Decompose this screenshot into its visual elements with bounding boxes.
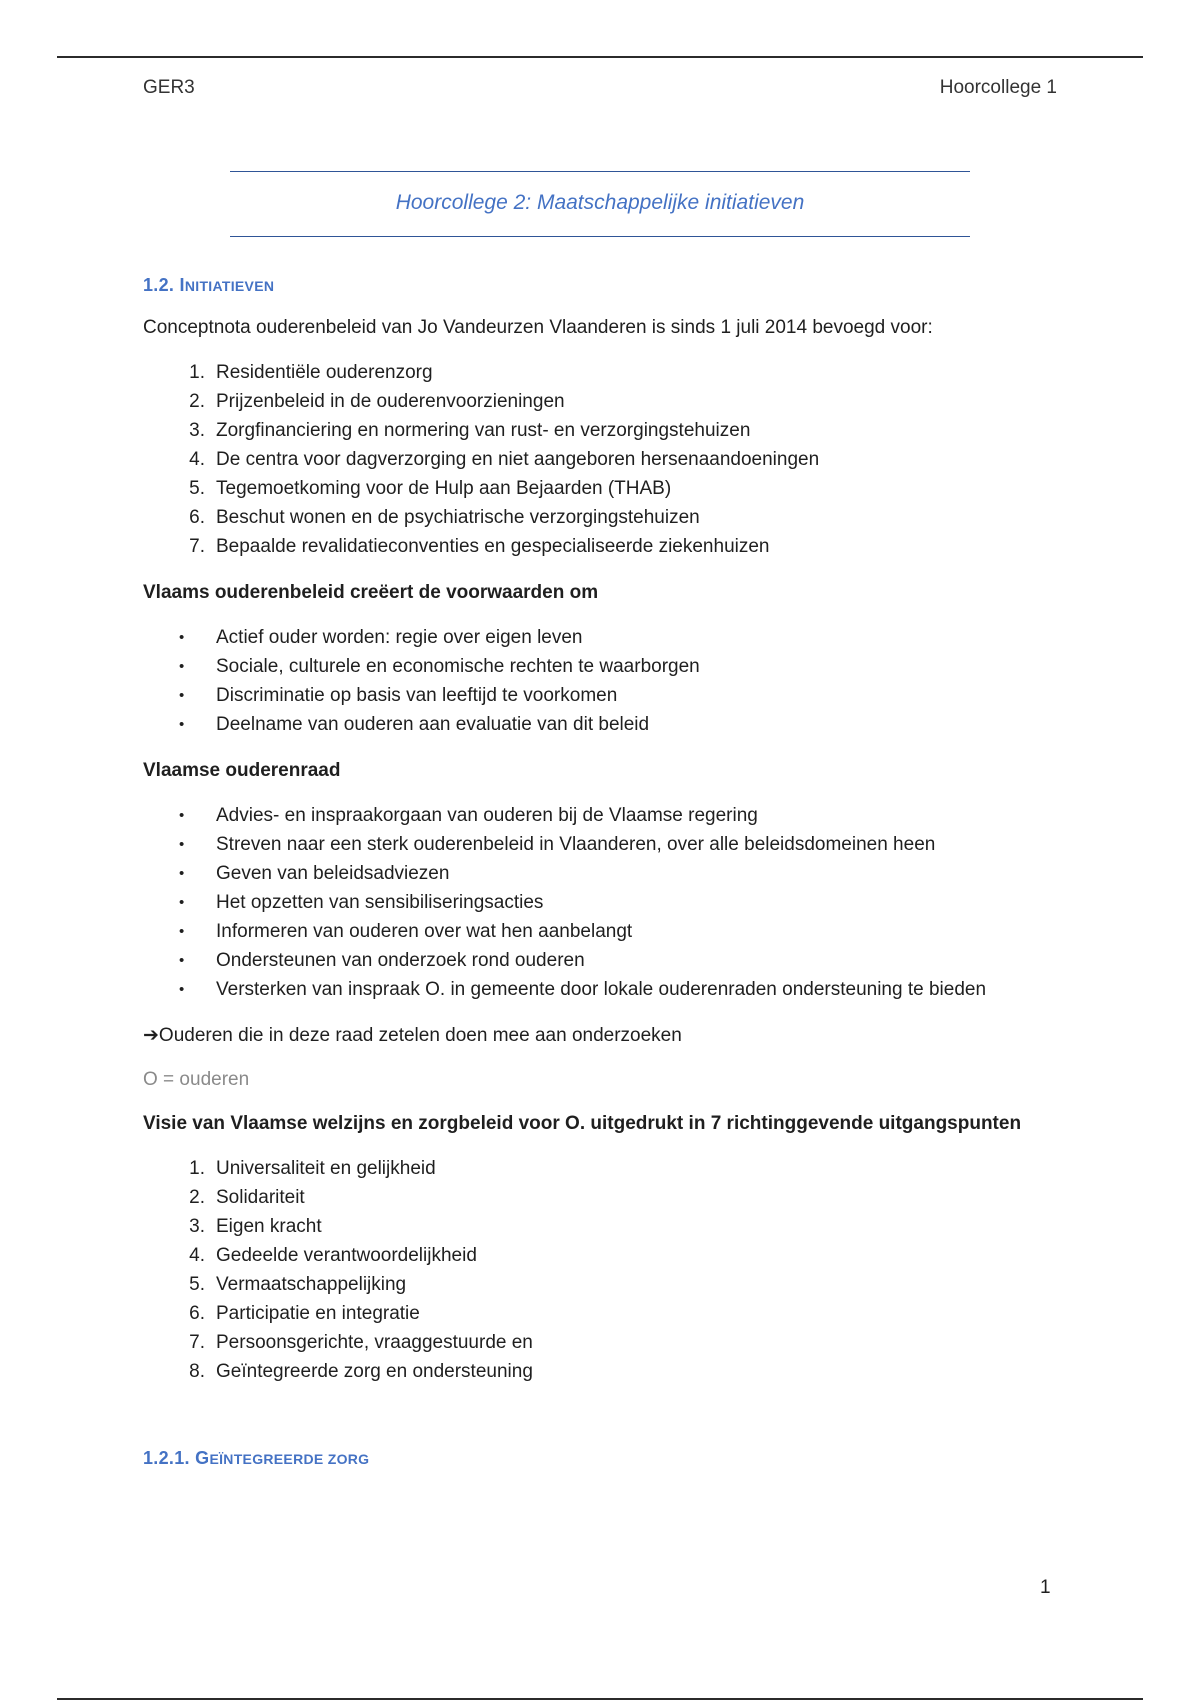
document-title: Hoorcollege 2: Maatschappelijke initiatieven: [230, 171, 970, 237]
list-item: • Geven van beleidsadviezen: [143, 859, 1057, 888]
section-title-rest: NITIATIEVEN: [184, 278, 275, 294]
list-item: 3. Zorgfinanciering en normering van rust- en verzorgingstehuizen: [189, 420, 751, 441]
list-item: 5. Tegemoetkoming voor de Hulp aan Bejaarden (THAB): [189, 478, 672, 499]
list-item: • Ondersteunen van onderzoek rond ouderen: [143, 946, 1057, 975]
arrow-right-icon: ➔: [143, 1025, 159, 1046]
list-item: 7. Persoonsgerichte, vraaggestuurde en: [189, 1332, 533, 1353]
page-number: 1: [1040, 1577, 1051, 1598]
list-item: 6. Participatie en integratie: [189, 1303, 420, 1324]
bullet-icon: •: [179, 658, 185, 675]
bullet-icon: •: [179, 836, 185, 853]
list-item: 6. Beschut wonen en de psychiatrische verzorgingstehuizen: [189, 507, 700, 528]
section-number: 1.2.: [143, 275, 175, 295]
bullet-icon: •: [179, 981, 185, 998]
bullet-icon: •: [179, 716, 185, 733]
list-item: 8. Geïntegreerde zorg en ondersteuning: [189, 1361, 533, 1382]
arrow-note-text: Ouderen die in deze raad zetelen doen mee aan onderzoeken: [158, 1025, 682, 1046]
list-item: 1. Residentiële ouderenzorg: [189, 362, 433, 383]
list-item: 7. Bepaalde revalidatieconventies en gespecialiseerde ziekenhuizen: [189, 536, 770, 557]
bullet-icon: •: [179, 629, 185, 646]
competence-list: [143, 358, 1057, 561]
vision-principles-list: [143, 1154, 1057, 1386]
header-course-code: GER3: [143, 77, 195, 98]
intro-paragraph: Conceptnota ouderenbeleid van Jo Vandeurzen Vlaanderen is sinds 1 juli 2014 bevoegd voor:: [143, 317, 933, 338]
list-item: 4. De centra voor dagverzorging en niet aangeboren hersenaandoeningen: [189, 449, 820, 470]
subsection-first-letter: G: [195, 1448, 210, 1468]
list-item: • Actief ouder worden: regie over eigen leven: [143, 623, 1057, 652]
bullet-icon: •: [179, 865, 185, 882]
list-item: • Informeren van ouderen over wat hen aanbelangt: [143, 917, 1057, 946]
arrow-note: [143, 1024, 1057, 1048]
section-first-letter: I: [179, 275, 185, 295]
bullet-icon: •: [179, 807, 185, 824]
policy-conditions-heading: Vlaams ouderenbeleid creëert de voorwaarden om: [143, 582, 599, 603]
list-item: 5. Vermaatschappelijking: [189, 1274, 407, 1295]
list-item: • Versterken van inspraak O. in gemeente door lokale ouderenraden ondersteuning te bieden: [143, 975, 1057, 1004]
subsection-title-rest: EÏNTEGREERDE ZORG: [209, 1451, 370, 1467]
list-item: • Discriminatie op basis van leeftijd te voorkomen: [143, 681, 1057, 710]
list-item: • Streven naar een sterk ouderenbeleid in Vlaanderen, over alle beleidsdomeinen heen: [143, 830, 1057, 859]
bullet-icon: •: [179, 952, 185, 969]
elderly-council-list: [143, 801, 1057, 1004]
vision-heading: Visie van Vlaamse welzijns en zorgbeleid voor O. uitgedrukt in 7 richtinggevende uitgangspunten: [143, 1113, 1022, 1134]
list-item: • Sociale, culturele en economische rechten te waarborgen: [143, 652, 1057, 681]
list-item: • Deelname van ouderen aan evaluatie van dit beleid: [143, 710, 1057, 739]
list-item: 2. Prijzenbeleid in de ouderenvoorzieningen: [189, 391, 565, 412]
list-item: • Het opzetten van sensibiliseringsacties: [143, 888, 1057, 917]
header-lecture-label: Hoorcollege 1: [939, 77, 1057, 98]
bullet-icon: •: [179, 894, 185, 911]
elderly-council-heading: Vlaamse ouderenraad: [143, 760, 341, 781]
document-page: [143, 70, 1057, 1469]
list-item: 3. Eigen kracht: [189, 1216, 322, 1237]
bullet-icon: •: [179, 687, 185, 704]
bullet-icon: •: [179, 923, 185, 940]
subsection-heading-integrated-care: [143, 1448, 1057, 1469]
list-item: • Advies- en inspraakorgaan van ouderen bij de Vlaamse regering: [143, 801, 1057, 830]
header-rule: [57, 56, 1143, 58]
page-header: [143, 70, 1057, 106]
list-item: 4. Gedeelde verantwoordelijkheid: [189, 1245, 477, 1266]
list-item: 1. Universaliteit en gelijkheid: [189, 1158, 436, 1179]
section-heading-initiatieven: [143, 275, 1057, 296]
list-item: 2. Solidariteit: [189, 1187, 305, 1208]
subsection-number: 1.2.1.: [143, 1448, 190, 1468]
abbreviation-note: O = ouderen: [143, 1069, 250, 1090]
policy-conditions-list: [143, 623, 1057, 739]
